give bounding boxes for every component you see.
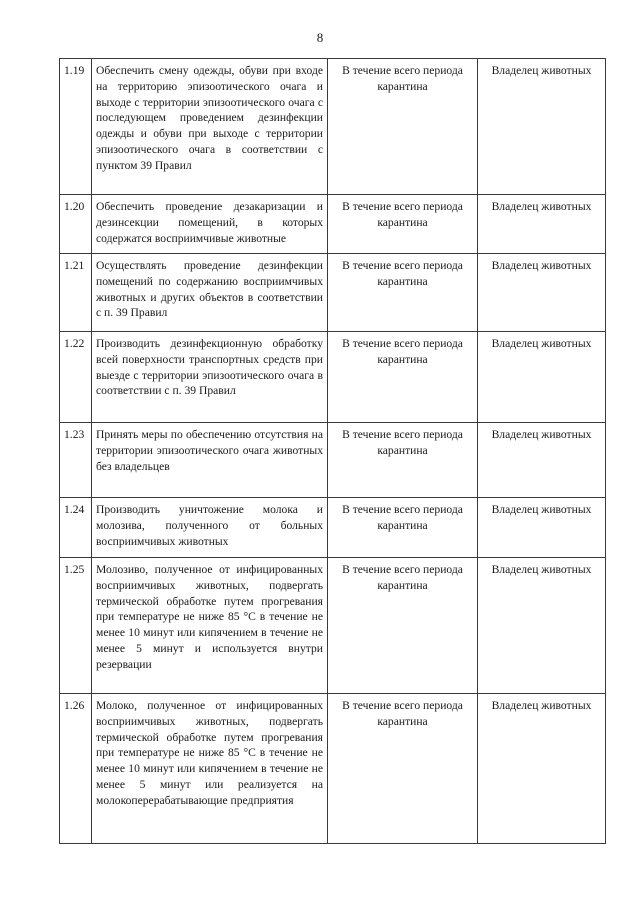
action-cell: Обеспечить проведение дезакаризации и дезинсекции помещений, в которых содержатся восприимчивые животные <box>92 195 328 254</box>
page-number: 8 <box>316 30 324 45</box>
action-cell: Принять меры по обеспечению отсутствия на территории эпизоотического очага животных без владельцев <box>92 423 328 498</box>
action-cell: Производить уничтожение молока и молозива, полученного от больных восприимчивых животных <box>92 498 328 558</box>
row-number: 1.21 <box>60 254 92 332</box>
responsible-cell: Владелец животных <box>478 694 606 844</box>
term-cell: В течение всего периода карантина <box>328 423 478 498</box>
responsible-cell: Владелец животных <box>478 498 606 558</box>
action-cell: Обеспечить смену одежды, обуви при входе на территорию эпизоотического очага и выходе с территории эпизоотического очага с последующем проведением дезинфекции одежды и обуви при выходе с территории эпизоотического очага в соответствии с пунктом 39 Правил <box>92 59 328 195</box>
row-number: 1.20 <box>60 195 92 254</box>
table-row <box>60 195 606 254</box>
table-row <box>60 59 606 195</box>
table-row <box>60 694 606 844</box>
row-number: 1.23 <box>60 423 92 498</box>
action-cell: Осуществлять проведение дезинфекции помещений по содержанию восприимчивых животных и других объектов в соответствии с п. 39 Правил <box>92 254 328 332</box>
term-cell: В течение всего периода карантина <box>328 254 478 332</box>
table-row <box>60 332 606 423</box>
term-cell: В течение всего периода карантина <box>328 59 478 195</box>
responsible-cell: Владелец животных <box>478 59 606 195</box>
row-number: 1.24 <box>60 498 92 558</box>
term-cell: В течение всего периода карантина <box>328 498 478 558</box>
table-row <box>60 423 606 498</box>
table-row <box>60 254 606 332</box>
table-row <box>60 498 606 558</box>
row-number: 1.22 <box>60 332 92 423</box>
term-cell: В течение всего периода карантина <box>328 694 478 844</box>
measures-table <box>59 58 606 844</box>
responsible-cell: Владелец животных <box>478 332 606 423</box>
row-number: 1.26 <box>60 694 92 844</box>
responsible-cell: Владелец животных <box>478 254 606 332</box>
term-cell: В течение всего периода карантина <box>328 195 478 254</box>
responsible-cell: Владелец животных <box>478 423 606 498</box>
action-cell: Молозиво, полученное от инфицированных восприимчивых животных, подвергать термической обработке путем прогревания при температуре не ниже 85 °С в течение не менее 10 минут или кипячением в течение не менее 5 минут и используется внутри резервации <box>92 558 328 694</box>
action-cell: Молоко, полученное от инфицированных восприимчивых животных, подвергать термической обработке путем прогревания при температуре не ниже 85 °С в течение не менее 10 минут или кипячением в течение не менее 5 минут или реализуется на молокоперерабатывающие предприятия <box>92 694 328 844</box>
action-cell: Производить дезинфекционную обработку всей поверхности транспортных средств при выезде с территории эпизоотического очага в соответствии с п. 39 Правил <box>92 332 328 423</box>
responsible-cell: Владелец животных <box>478 558 606 694</box>
table-row <box>60 558 606 694</box>
term-cell: В течение всего периода карантина <box>328 558 478 694</box>
responsible-cell: Владелец животных <box>478 195 606 254</box>
row-number: 1.19 <box>60 59 92 195</box>
term-cell: В течение всего периода карантина <box>328 332 478 423</box>
row-number: 1.25 <box>60 558 92 694</box>
